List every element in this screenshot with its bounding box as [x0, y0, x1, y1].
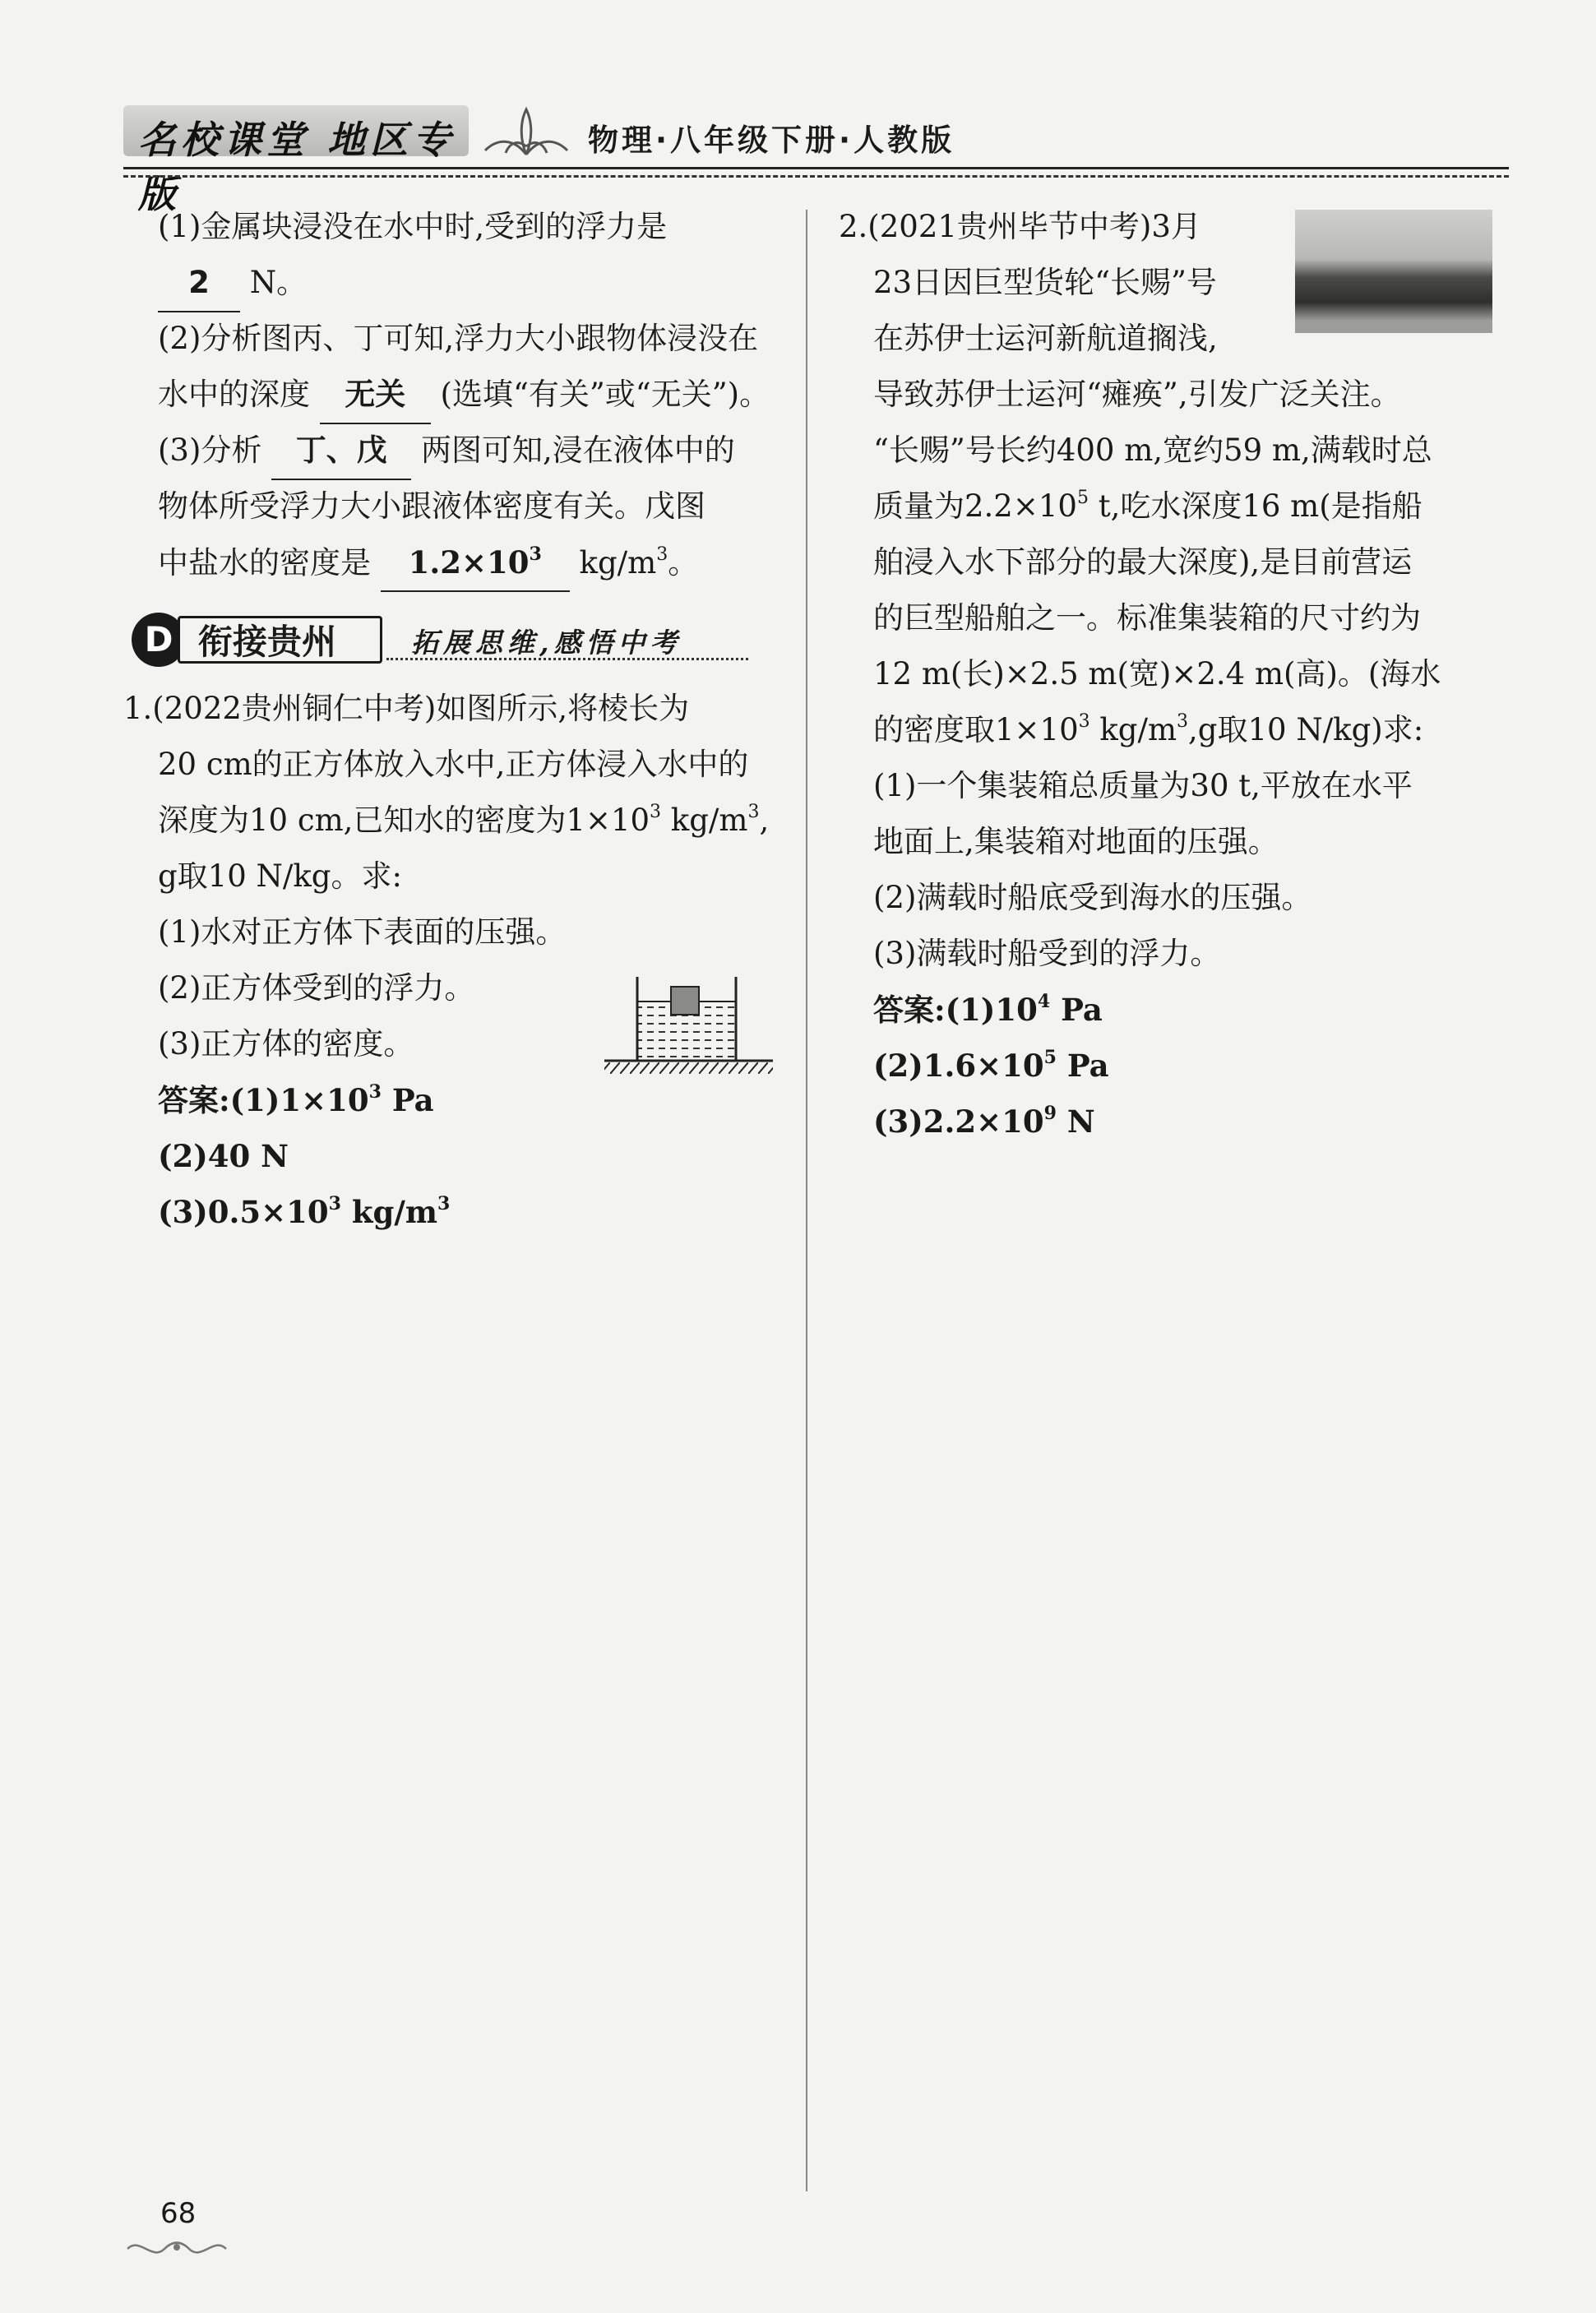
q1-line1: 1.(2022贵州铜仁中考)如图所示,将棱长为: [123, 691, 690, 726]
column-divider: [806, 210, 807, 2191]
text-span: (3)0.5×10: [158, 1194, 329, 1230]
section-title: 衔接贵州: [178, 616, 382, 664]
prev-q-part2: (2)分析图丙、丁可知,浮力大小跟物体浸没在: [158, 321, 759, 356]
superscript: 5: [1076, 488, 1089, 508]
q1-answer3: [158, 1184, 450, 1240]
text-span: (3)2.2×10: [873, 1103, 1044, 1140]
q2-line8: 的巨型船舶之一。标准集装箱的尺寸约为: [873, 600, 1421, 636]
text-span: 中盐水的密度是: [158, 545, 371, 581]
superscript: 3: [656, 544, 668, 565]
section-banner: [132, 613, 382, 667]
cube-in-water-figure: [600, 970, 777, 1081]
superscript: 3: [1177, 711, 1189, 732]
q1-answer1: [158, 1072, 434, 1128]
q1-line7: (3)正方体的密度。: [158, 1026, 414, 1062]
text-span: 两图可知,浸在液体中的: [420, 433, 735, 468]
q2-line9: 12 m(长)×2.5 m(宽)×2.4 m(高)。(海水: [873, 656, 1441, 692]
text-span: Pa: [1056, 1048, 1109, 1084]
section-badge: D: [132, 613, 186, 667]
header-ornament-icon: [481, 105, 571, 163]
q2-line7: 舶浸入水下部分的最大深度),是目前营运: [873, 544, 1413, 580]
prev-q-part3: [158, 423, 735, 480]
text-span: 答案:(1)10: [873, 992, 1038, 1028]
superscript: 4: [1037, 991, 1051, 1012]
series-title: 名校课堂 地区专版: [138, 118, 456, 216]
text-span: t,吃水深度16 m(是指船: [1088, 488, 1423, 524]
prev-q-part1-answer-line: [158, 255, 307, 312]
text-span: (2)1.6×10: [873, 1048, 1044, 1084]
text-span: kg/m: [1089, 712, 1177, 747]
superscript: 3: [747, 802, 760, 822]
prev-q-part2-answer-line: [158, 367, 770, 424]
q2-line10: [873, 702, 1423, 758]
q1-answer2: (2)40 N: [158, 1138, 289, 1174]
section-subtitle: 拓展思维,感悟中考: [411, 627, 682, 659]
text-span: 的密度取1×10: [873, 712, 1079, 747]
q2-answer2: [873, 1038, 1109, 1094]
text-span: kg/m: [661, 803, 748, 838]
q1-line4: g取10 N/kg。求:: [158, 858, 402, 894]
superscript: 3: [1078, 711, 1090, 732]
text-span: kg/m: [579, 545, 657, 581]
text-span: (选填“有关”或“无关”)。: [440, 377, 770, 412]
superscript: 9: [1043, 1103, 1057, 1124]
text-span: 。: [668, 545, 699, 581]
superscript: 3: [328, 1193, 341, 1214]
series-banner: [123, 105, 469, 216]
q2-line3: 在苏伊士运河新航道搁浅,: [873, 321, 1218, 356]
book-title: 物理·八年级下册·人教版: [588, 123, 955, 158]
prev-q-part1: (1)金属块浸没在水中时,受到的浮力是: [158, 209, 668, 244]
q1-line6: (2)正方体受到的浮力。: [158, 970, 475, 1006]
text-span: Pa: [381, 1082, 434, 1118]
text-span: (3)分析: [158, 433, 262, 468]
q1-line5: (1)水对正方体下表面的压强。: [158, 914, 567, 950]
q2-line12: 地面上,集装箱对地面的压强。: [873, 824, 1279, 859]
q2-answer3: [873, 1094, 1095, 1150]
superscript: 3: [368, 1081, 382, 1103]
answer-blank: 2: [158, 255, 240, 312]
q1-line3: [158, 793, 769, 849]
unit-text: N。: [249, 265, 308, 300]
text-span: 质量为2.2×10: [873, 488, 1077, 524]
answer-blank: [381, 534, 570, 592]
text-span: ,: [759, 803, 770, 838]
text-span: ,g取10 N/kg)求:: [1188, 712, 1424, 747]
q2-line14: (3)满载时船受到的浮力。: [873, 936, 1221, 971]
q2-line6: [873, 479, 1423, 534]
text-span: Pa: [1050, 992, 1103, 1028]
page-number: 68: [160, 2197, 197, 2230]
text-span: 1.2×10: [408, 544, 530, 581]
q2-line4: 导致苏伊士运河“瘫痪”,引发广泛关注。: [873, 377, 1401, 412]
q2-line5: “长赐”号长约400 m,宽约59 m,满载时总: [873, 433, 1432, 468]
q2-line2: 23日因巨型货轮“长赐”号: [873, 265, 1217, 300]
superscript: 3: [437, 1193, 451, 1214]
answer-blank: 无关: [320, 367, 431, 424]
answer-blank: 丁、戊: [271, 423, 411, 480]
superscript: 3: [650, 802, 662, 822]
prev-q-part3-line3: [158, 534, 698, 592]
superscript: 5: [1043, 1047, 1057, 1068]
footer-ornament-icon: [123, 2232, 230, 2265]
text-span: kg/m: [340, 1194, 437, 1230]
text-span: 深度为10 cm,已知水的密度为1×10: [158, 803, 650, 838]
ship-photo: [1295, 210, 1492, 333]
text-span: N: [1056, 1103, 1095, 1140]
superscript: 3: [529, 544, 542, 565]
q2-answer1: [873, 982, 1103, 1038]
q1-line2: 20 cm的正方体放入水中,正方体浸入水中的: [158, 747, 749, 782]
text-span: 水中的深度: [158, 377, 310, 412]
q2-line1: 2.(2021贵州毕节中考)3月: [839, 209, 1201, 244]
header-dashed-rule: [123, 175, 1509, 178]
section-dotted-rule: [386, 658, 748, 660]
prev-q-part3-line2: 物体所受浮力大小跟液体密度有关。戊图: [158, 488, 705, 524]
header-rule: [123, 167, 1509, 169]
q2-line11: (1)一个集装箱总质量为30 t,平放在水平: [873, 768, 1413, 803]
q2-line13: (2)满载时船底受到海水的压强。: [873, 880, 1312, 915]
text-span: 答案:(1)1×10: [158, 1082, 369, 1118]
